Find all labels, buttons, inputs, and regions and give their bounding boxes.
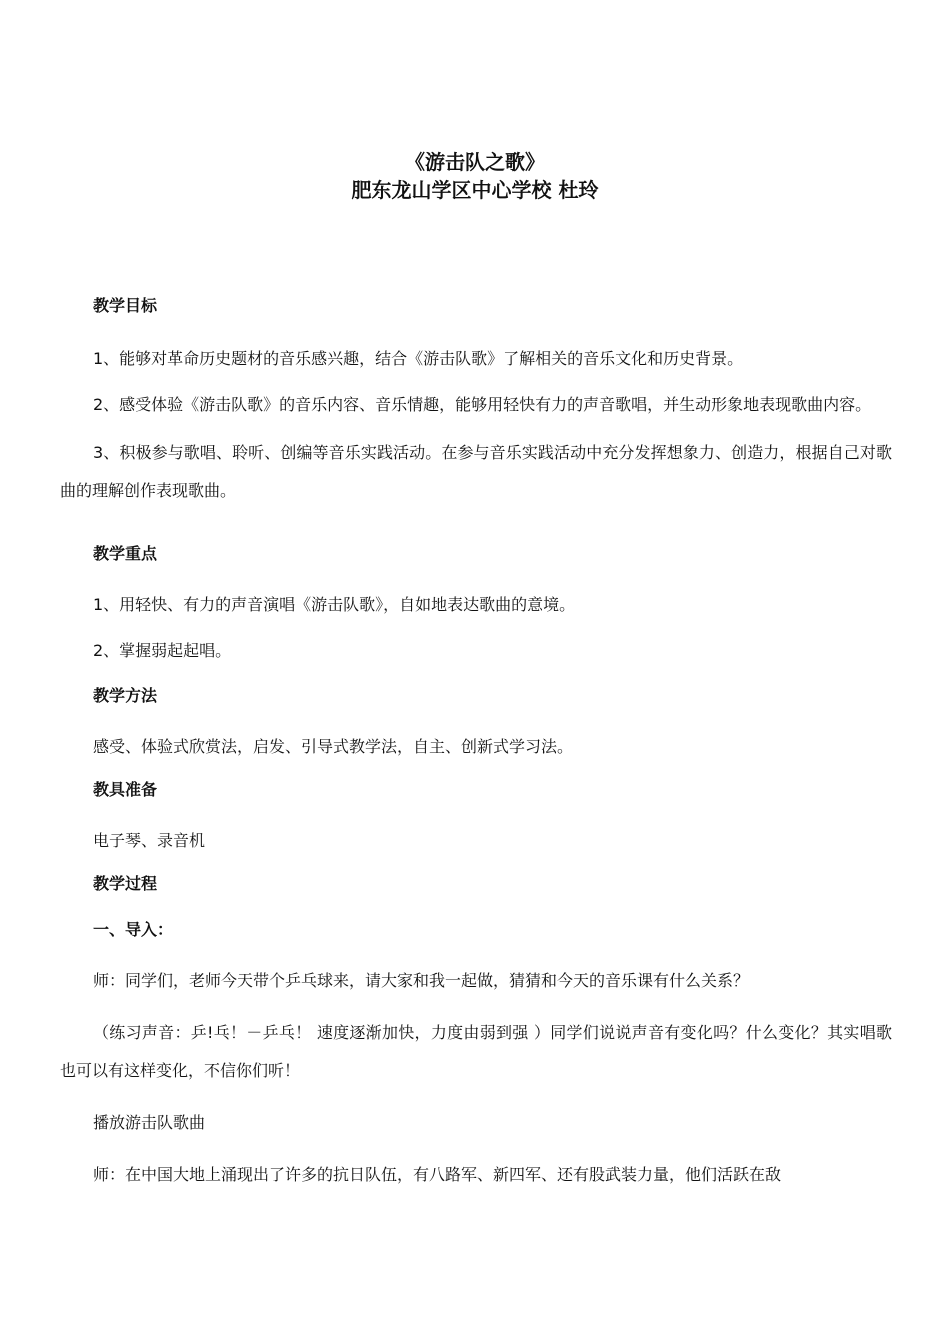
- intro-paragraph-3: 播放游击队歌曲: [93, 1113, 206, 1132]
- key-point-1: 1、用轻快、有力的声音演唱《游击队歌》，自如地表达歌曲的意境。: [93, 595, 576, 614]
- document-subtitle: 肥东龙山学区中心学校 杜玲: [351, 178, 599, 202]
- intro-paragraph-1: 师：同学们，老师今天带个乒乓球来，请大家和我一起做，猜猜和今天的音乐课有什么关系？: [93, 971, 750, 990]
- key-point-2: 2、掌握弱起起唱。: [93, 641, 232, 660]
- methods-text: 感受、体验式欣赏法，启发、引导式教学法，自主、创新式学习法。: [93, 737, 574, 756]
- key-points-heading: 教学重点: [93, 544, 158, 563]
- intro-paragraph-2: （练习声音：乒!乓！－乒乓！ 速度逐渐加快，力度由弱到强 ）同学们说说声音有变化吗？什么变化？其实唱歌也可以有这样变化，不信你们听！: [60, 1023, 892, 1080]
- document-title: 《游击队之歌》: [405, 150, 545, 174]
- tools-heading: 教具准备: [93, 780, 158, 799]
- document-body: [60, 292, 892, 1194]
- methods-heading: 教学方法: [93, 686, 158, 705]
- process-heading: 教学过程: [93, 874, 158, 893]
- goals-heading: 教学目标: [93, 296, 158, 315]
- title-block: [0, 148, 950, 204]
- goal-2: 2、感受体验《游击队歌》的音乐内容、音乐情趣，能够用轻快有力的声音歌唱，并生动形象地表现歌曲内容。: [93, 395, 872, 414]
- intro-paragraph-4: 师：在中国大地上涌现出了许多的抗日队伍，有八路军、新四军、还有股武装力量，他们活跃在敌: [93, 1165, 782, 1184]
- goal-1: 1、能够对革命历史题材的音乐感兴趣，结合《游击队歌》了解相关的音乐文化和历史背景。: [93, 349, 744, 368]
- tools-text: 电子琴、录音机: [93, 831, 206, 850]
- intro-heading: 一、导入：: [93, 920, 174, 939]
- goal-3: 3、积极参与歌唱、聆听、创编等音乐实践活动。在参与音乐实践活动中充分发挥想象力、创造力，根据自己对歌曲的理解创作表现歌曲。: [60, 443, 892, 500]
